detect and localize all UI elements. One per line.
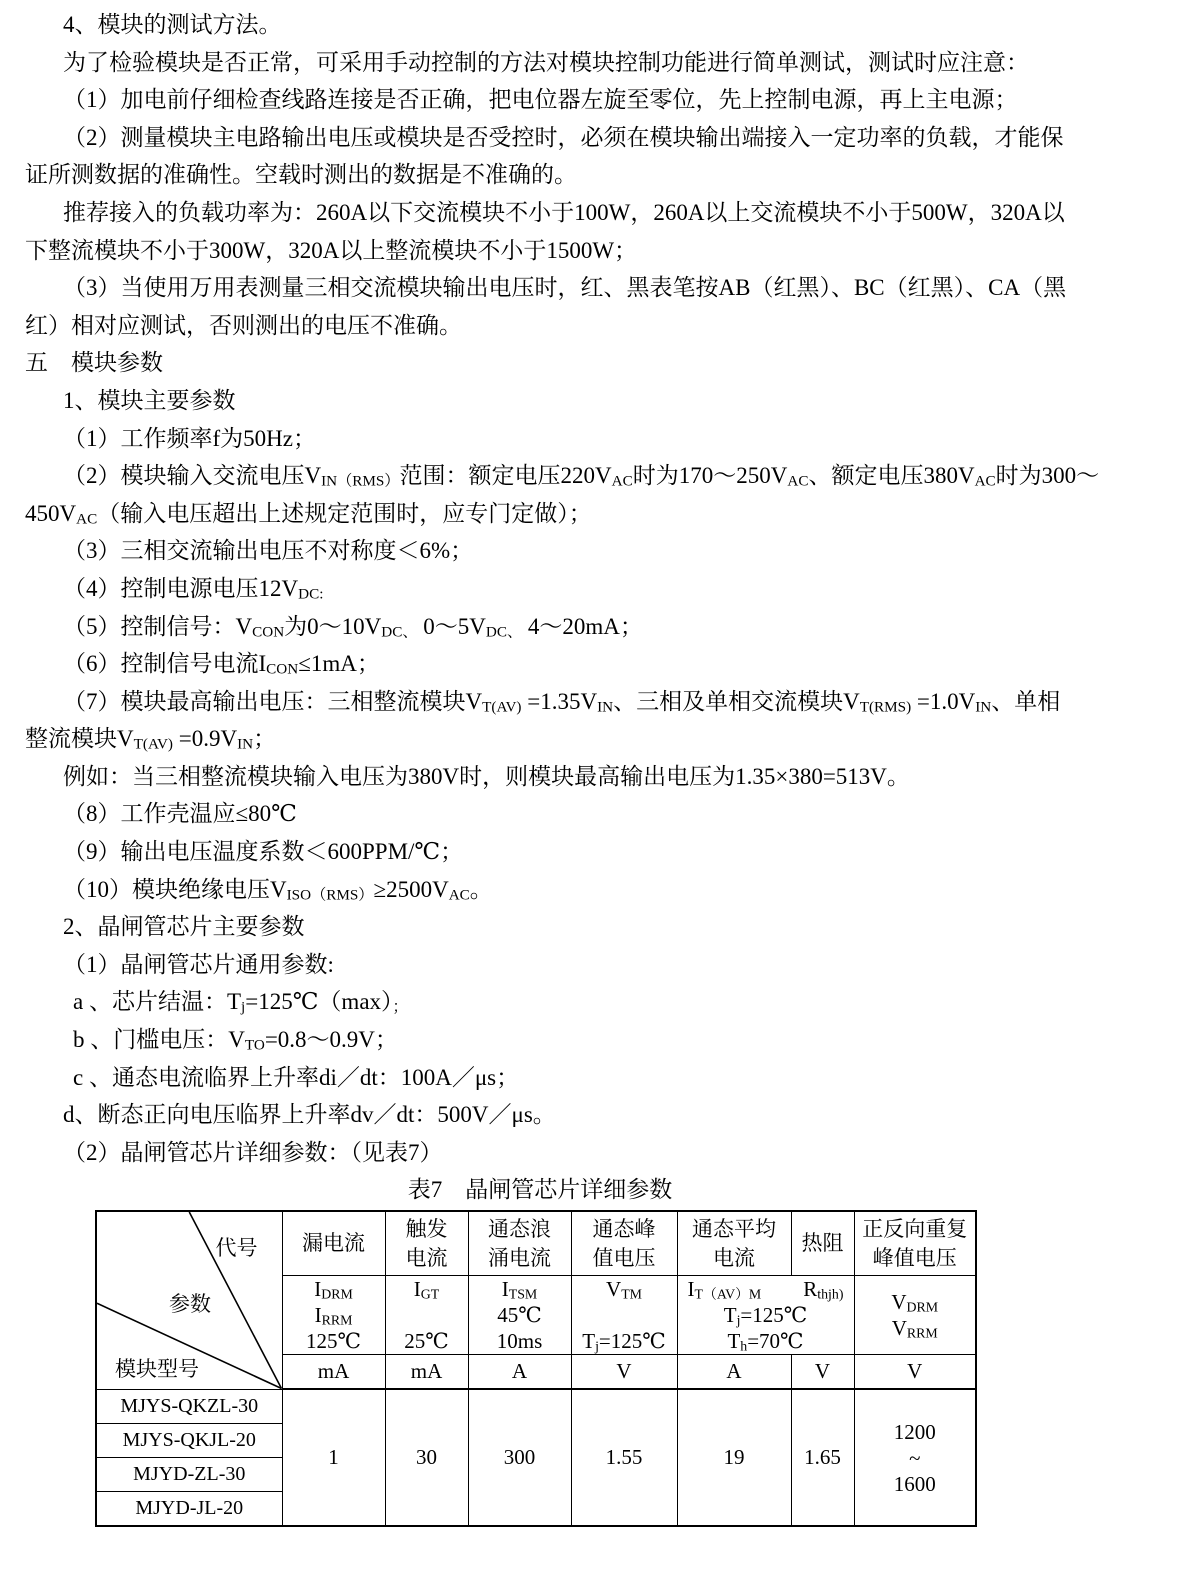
unit-cell: mA xyxy=(385,1355,468,1390)
param-cell-average-thermal: $I_{T(AV)M}$ $R_{thjh)}$ $T_j=125℃$ $T_h=70℃$ xyxy=(677,1276,854,1355)
document-body xyxy=(25,6,1175,1171)
col-header-average-current: 通态平均 电流 xyxy=(677,1211,791,1276)
paragraph-line: 红）相对应测试，否则测出的电压不准确。 xyxy=(25,312,462,338)
col-header-repetitive-peak-voltage: 正反向重复 峰值电压 xyxy=(854,1211,976,1276)
subsection-2-heading: 2、晶闸管芯片主要参数 xyxy=(63,914,305,940)
value-average-current: 19 xyxy=(677,1389,791,1526)
paragraph-line: 例如：当三相整流模块输入电压为380V时，则模块最高输出电压为1.35×380=513V。 xyxy=(63,763,910,789)
value-voltage-range: 1200 ~ 1600 xyxy=(854,1389,976,1526)
paragraph-line: （1）加电前仔细检查线路连接是否正确，把电位器左旋至零位，先上控制电源，再上主电源； xyxy=(63,87,1018,113)
model-cell: MJYS-QKJL-20 xyxy=(96,1423,282,1457)
value-trigger-current: 30 xyxy=(385,1389,468,1526)
unit-cell: mA xyxy=(282,1355,385,1390)
paragraph-line: （7）模块最高输出电压：三相整流模块$V_{T(AV)} =1.35V_{IN}$、三相及单相交流模块$V_{T(RMS)} =1.0V_{IN}$、单相 xyxy=(63,688,1061,716)
value-leakage-current: 1 xyxy=(282,1389,385,1526)
unit-cell: V xyxy=(571,1355,677,1390)
unit-cell: A xyxy=(468,1355,571,1390)
paragraph-line: 为了检验模块是否正常，可采用手动控制的方法对模块控制功能进行简单测试，测试时应注意： xyxy=(63,49,1029,75)
unit-cell: V xyxy=(854,1355,976,1390)
paragraph-line: （9）输出电压温度系数＜600PPM/℃； xyxy=(63,839,464,865)
paragraph-line: （2）测量模块主电路输出电压或模块是否受控时，必须在模块输出端接入一定功率的负载，才能保 xyxy=(63,124,1064,150)
paragraph-line: （3）三相交流输出电压不对称度＜6%； xyxy=(63,538,474,564)
param-cell-repetitive-voltage: $V_{DRM}$ $V_{RRM}$ xyxy=(854,1276,976,1355)
list-item-d: d、断态正向电压临界上升率dv／dt：500V／μs。 xyxy=(63,1102,556,1128)
paragraph-line: （10）模块绝缘电压$V_{ISO(RMS)}\ge 2500V_{AC}$。 xyxy=(63,876,493,904)
value-surge-current: 300 xyxy=(468,1389,571,1526)
paragraph-line: （4）控制电源电压$12V_{DC:}$ xyxy=(63,575,324,603)
paragraph-line: （2）晶闸管芯片详细参数：（见表7） xyxy=(63,1139,443,1165)
diag-label-model: 模块型号 xyxy=(115,1356,199,1381)
paragraph-line: （3）当使用万用表测量三相交流模块输出电压时，红、黑表笔按AB（红黑）、BC（红黑）、CA（黑 xyxy=(63,275,1067,301)
unit-cell: A xyxy=(677,1355,791,1390)
model-cell: MJYS-QKZL-30 xyxy=(96,1389,282,1423)
diagonal-header-cell xyxy=(96,1211,282,1389)
table-caption: 表7 晶闸管芯片详细参数 xyxy=(407,1177,673,1203)
paragraph-line: （1）工作频率f为50Hz； xyxy=(63,425,316,451)
col-header-peak-voltage: 通态峰 值电压 xyxy=(571,1211,677,1276)
paragraph-line: （1）晶闸管芯片通用参数: xyxy=(63,951,334,977)
value-peak-voltage: 1.55 xyxy=(571,1389,677,1526)
diag-label-param: 参数 xyxy=(169,1292,211,1317)
section-5-heading: 五 模块参数 xyxy=(25,350,163,376)
paragraph-line: （2）模块输入交流电压$V_{IN(RMS)}$范围：额定电压$220V_{AC}$时为$170\sim 250V_{AC}$、额定电压$380V_{AC}$时为300～ xyxy=(63,463,1100,490)
list-item-b: b 、门槛电压：$V_{TO}=0.8\sim 0.9V$； xyxy=(73,1027,398,1054)
value-thermal-resistance: 1.65 xyxy=(791,1389,854,1526)
col-header-trigger-current: 触发 电流 xyxy=(385,1211,468,1276)
paragraph-line: 整流模块$V_{T(AV)} =0.9V_{IN}$； xyxy=(25,726,277,753)
col-header-leakage-current: 漏电流 xyxy=(282,1211,385,1276)
paragraph-line: （6）控制信号电流$I_{CON}\le 1mA$； xyxy=(63,651,380,678)
col-header-thermal-resistance: 热阻 xyxy=(791,1211,854,1276)
list-item-a: a 、芯片结温：$T_j=125℃(\max)_;$ xyxy=(73,989,408,1017)
paragraph-line: $450V_{AC}$（输入电压超出上述规定范围时，应专门定做）； xyxy=(25,500,592,528)
list-item-c: c 、通态电流临界上升率di／dt：100A／μs； xyxy=(73,1064,520,1090)
param-cell-peak-voltage: $V_{TM}$ $T_j=125℃$ xyxy=(571,1276,677,1355)
unit-cell: V xyxy=(791,1355,854,1390)
paragraph-line: （8）工作壳温应≤80℃ xyxy=(63,801,297,827)
subsection-1-heading: 1、模块主要参数 xyxy=(63,387,236,413)
paragraph-line: 推荐接入的负载功率为：260A以下交流模块不小于100W，260A以上交流模块不小于500W，320A以 xyxy=(63,199,1065,225)
diag-label-code: 代号 xyxy=(215,1236,258,1261)
paragraph-line: 下整流模块不小于300W，320A以上整流模块不小于1500W； xyxy=(25,237,638,263)
paragraph-line: 证所测数据的准确性。空载时测出的数据是不准确的。 xyxy=(25,162,577,188)
param-cell-leakage: $I_{DRM}$ $I_{RRM}$ 125℃ xyxy=(282,1276,385,1355)
param-cell-surge: $I_{TSM}$ 45℃ 10ms xyxy=(468,1276,571,1355)
section-4-heading: 4、模块的测试方法。 xyxy=(63,12,282,37)
paragraph-line: （5）控制信号：$V_{CON}$为$0\sim 10V_{DC、}$ $0\sim 5V_{DC、}$ 4～20mA； xyxy=(63,613,643,641)
thyristor-parameters-table xyxy=(95,1210,977,1527)
model-cell: MJYD-ZL-30 xyxy=(96,1457,282,1491)
param-cell-trigger: $I_{GT}$ 25℃ xyxy=(385,1276,468,1355)
model-cell: MJYD-JL-20 xyxy=(96,1491,282,1526)
col-header-surge-current: 通态浪 涌电流 xyxy=(468,1211,571,1276)
